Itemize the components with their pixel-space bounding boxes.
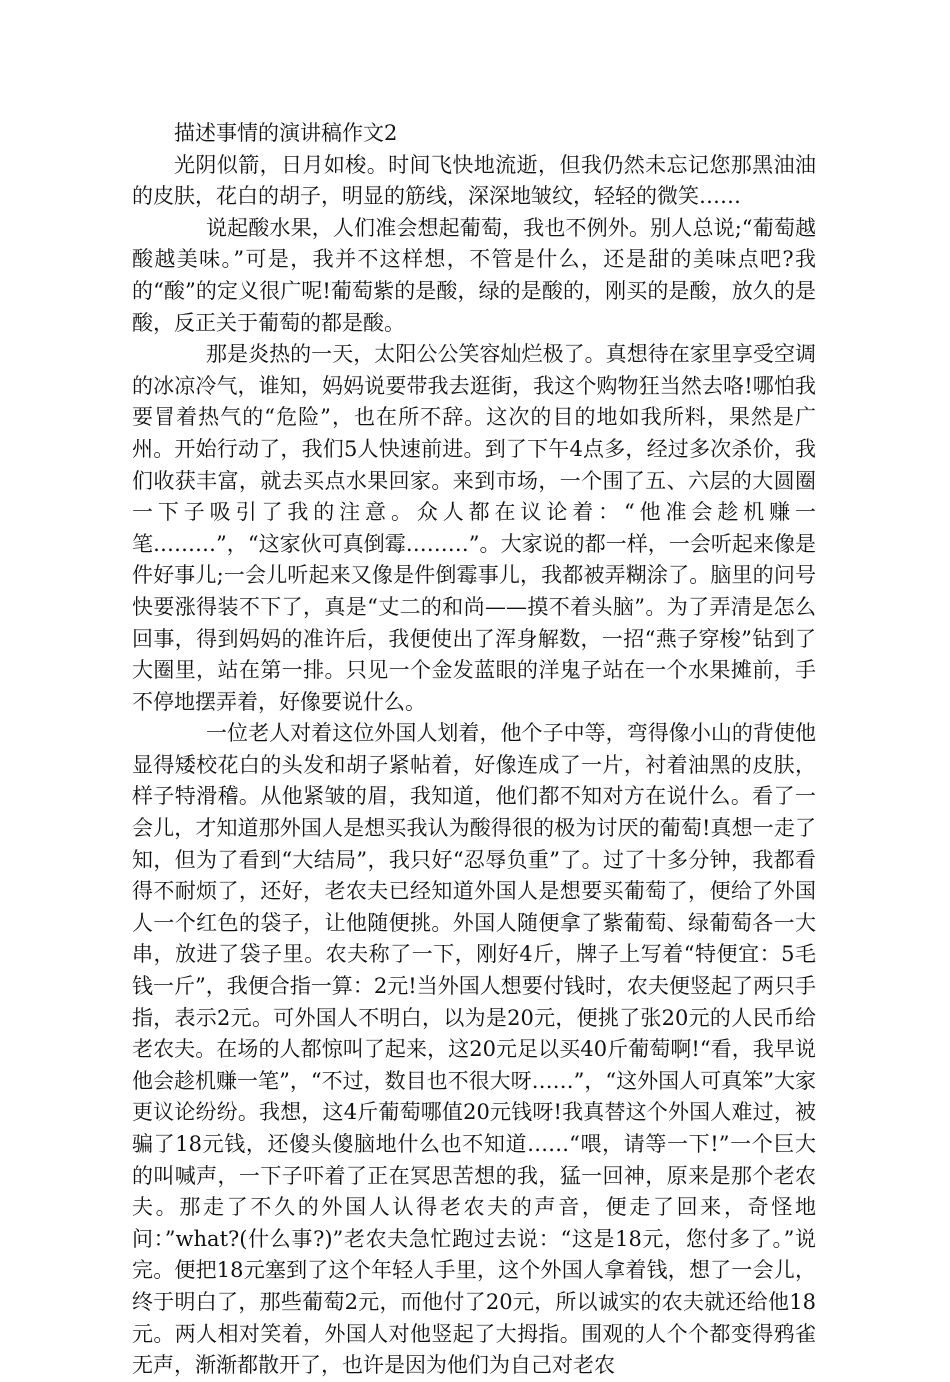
paragraph-2: 说起酸水果，人们准会想起葡萄，我也不例外。别人总说;“葡萄越酸越美味。”可是，我并不这样想，不管是什么，还是甜的美味点吧?我的“酸”的定义很广呢!葡萄紫的是酸，绿的是酸的，刚买的是酸，放久的是酸，反正关于葡萄的都是酸。 (132, 215, 816, 335)
paragraph-3: 那是炎热的一天，太阳公公笑容灿烂极了。真想待在家里享受空调的冰凉冷气，谁知，妈妈说要带我去逛街，我这个购物狂当然去咯!哪怕我要冒着热气的“危险”，也在所不辞。这次的目的地如我所料，果然是广州。开始行动了，我们5人快速前进。到了下午4点多，经过多次杀价，我们收获丰富，就去买点水果回家。来到市场，一个围了五、六层的大圆圈一下子吸引了我的注意。众人都在议论着：“他准会趁机赚一笔………”，“这家伙可真倒霉………”。大家说的都一样，一会听起来像是件好事儿;一会儿听起来又像是件倒霉事儿，我都被弄糊涂了。脑里的问号快要涨得装不下了，真是“丈二的和尚——摸不着头脑”。为了弄清是怎么回事，得到妈妈的准许后，我便使出了浑身解数，一招“燕子穿梭”钻到了大圈里，站在第一排。只见一个金发蓝眼的洋鬼子站在一个水果摊前，手不停地摆弄着，好像要说什么。 (132, 342, 816, 714)
document-title: 描述事情的演讲稿作文2 (174, 121, 398, 145)
document-body (132, 118, 816, 1382)
paragraph-4: 一位老人对着这位外国人划着，他个子中等，弯得像小山的背使他显得矮校花白的头发和胡子紧帖着，好像连成了一片，衬着油黑的皮肤，样子特滑稽。从他紧皱的眉，我知道，他们都不知对方在说什么。看了一会儿，才知道那外国人是想买我认为酸得很的极为讨厌的葡萄!真想一走了知，但为了看到“大结局”，我只好“忍辱负重”了。过了十多分钟，我都看得不耐烦了，还好，老农夫已经知道外国人是想要买葡萄了，便给了外国人一个红色的袋子，让他随便挑。外国人随便拿了紫葡萄、绿葡萄各一大串，放进了袋子里。农夫称了一下，刚好4斤，牌子上写着“特便宜：5毛钱一斤”，我便合指一算：2元!当外国人想要付钱时，农夫便竖起了两只手指，表示2元。可外国人不明白，以为是20元，便挑了张20元的人民币给老农夫。在场的人都惊叫了起来，这20元足以买40斤葡萄啊!“看，我早说他会趁机赚一笔”，“不过，数目也不很大呀……”，“这外国人可真笨”大家更议论纷纷。我想，这4斤葡萄哪值20元钱呀!我真替这个外国人难过，被骗了18元钱，还傻头傻脑地什么也不知道……“喂，请等一下!”一个巨大的叫喊声，一下子吓着了正在冥思苦想的我，猛一回神，原来是那个老农夫。那走了不久的外国人认得老农夫的声音，便走了回来，奇怪地问：”what?(什么事?)”老农夫急忙跑过去说：“这是18元，您付多了。”说完。便把18元塞到了这个年轻人手里，这个外国人拿着钱，想了一会儿，终于明白了，那些葡萄2元，而他付了20元，所以诚实的农夫就还给他18元。两人相对笑着，外国人对他竖起了大拇指。围观的人个个都变得鸦雀无声，渐渐都散开了，也许是因为他们为自己对老农 (132, 721, 816, 1378)
paragraph-1: 光阴似箭，日月如梭。时间飞快地流逝，但我仍然未忘记您那黑油油的皮肤，花白的胡子，明显的筋线，深深地皱纹，轻轻的微笑…… (132, 152, 816, 209)
